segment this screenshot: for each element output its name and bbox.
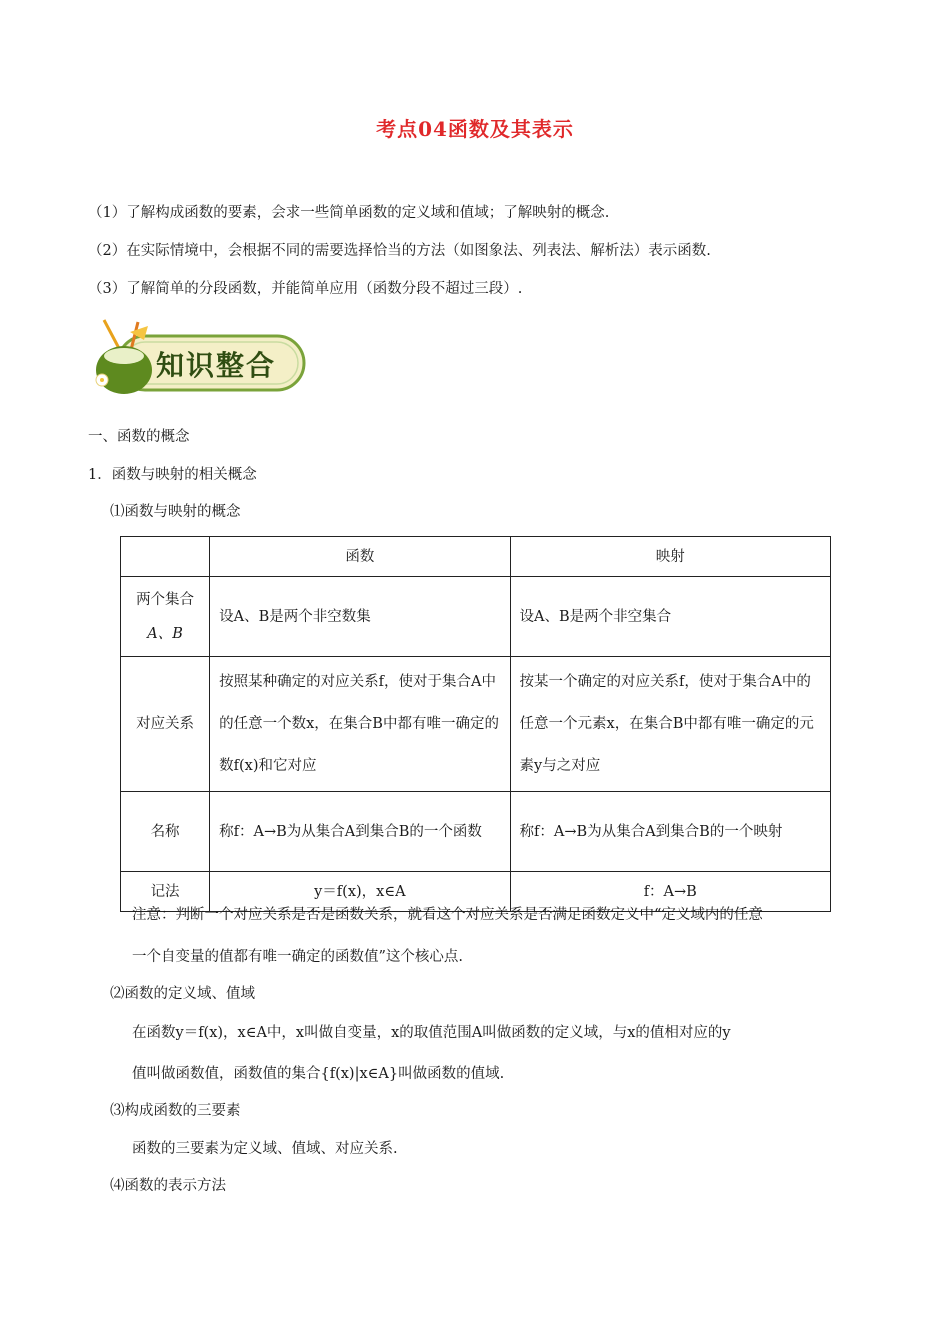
table-cell: 按某一个确定的对应关系f，使对于集合A中的任意一个元素x，在集合B中都有唯一确定的元素y与之对应 (510, 657, 830, 792)
table-header-empty (121, 537, 210, 577)
table-row-label: 两个集合 A、B (121, 577, 210, 657)
table-cell: 设A、B是两个非空集合 (510, 577, 830, 657)
objective-3: （3）了解简单的分段函数，并能简单应用（函数分段不超过三段）. (88, 281, 523, 297)
table-cell: f：A→B (510, 872, 830, 912)
note-line-1: 注意：判断一个对应关系是否是函数关系，就看这个对应关系是否满足函数定义中“定义域内的任意 (132, 907, 763, 923)
sub-heading-2: ⑵函数的定义域、值域 (110, 986, 255, 1002)
domain-text-1: 在函数y＝f(x)，x∈A中，x叫做自变量，x的取值范围A叫做函数的定义域，与x的值相对应的y (132, 1025, 731, 1041)
sub-heading-3: ⑶构成函数的三要素 (110, 1103, 241, 1119)
note-line-2: 一个自变量的值都有唯一确定的函数值”这个核心点. (132, 949, 464, 965)
table-cell: 设A、B是两个非空数集 (210, 577, 510, 657)
table-cell: y＝f(x)，x∈A (210, 872, 510, 912)
table-row-label: 对应关系 (121, 657, 210, 792)
page-title: 考点04函数及其表示 (376, 117, 574, 141)
sub-heading-4: ⑷函数的表示方法 (110, 1178, 226, 1194)
domain-text-2: 值叫做函数值，函数值的集合{f(x)|x∈A}叫做函数的值域. (132, 1066, 505, 1082)
section-heading: 一、函数的概念 (88, 429, 190, 445)
objective-1: （1）了解构成函数的要素，会求一些简单函数的定义域和值域；了解映射的概念. (88, 205, 610, 221)
table-header: 映射 (510, 537, 830, 577)
sub-heading-1: ⑴函数与映射的概念 (110, 504, 241, 520)
table-row-label: 记法 (121, 872, 210, 912)
table-cell: 称f：A→B为从集合A到集合B的一个映射 (510, 792, 830, 872)
subsection-heading: 1．函数与映射的相关概念 (88, 467, 257, 483)
table-cell: 按照某种确定的对应关系f，使对于集合A中的任意一个数x，在集合B中都有唯一确定的数f(x)和它对应 (210, 657, 510, 792)
objective-2: （2）在实际情境中，会根据不同的需要选择恰当的方法（如图象法、列表法、解析法）表示函数. (88, 243, 711, 259)
three-elements-text: 函数的三要素为定义域、值域、对应关系. (132, 1141, 398, 1157)
knowledge-banner (88, 318, 308, 396)
banner-label: 知识整合 (156, 349, 277, 382)
table-header: 函数 (210, 537, 510, 577)
table-row-label: 名称 (121, 792, 210, 872)
table-cell: 称f：A→B为从集合A到集合B的一个函数 (210, 792, 510, 872)
concept-table (120, 536, 831, 912)
